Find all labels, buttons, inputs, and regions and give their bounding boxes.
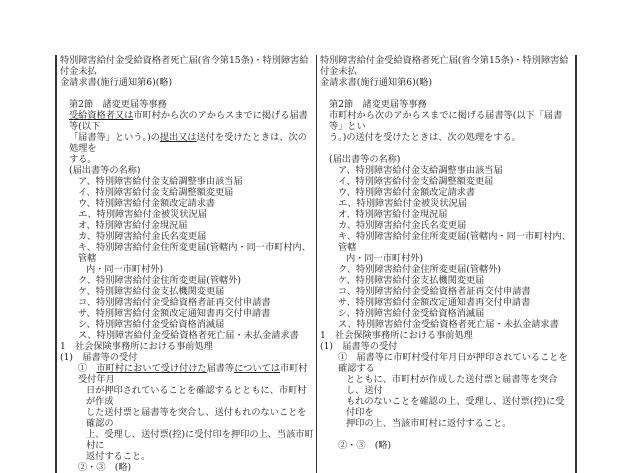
text-segment: 金請求書(施行通知第6)(略) (60, 77, 173, 88)
text-segment: (届出書等の名称) (69, 165, 141, 176)
text-segment: 第2節 諸変更届等事務 (69, 99, 167, 110)
text-line (319, 198, 573, 209)
text-segment: とともに、市町村が作成した送付票と届書等を突合し、送付 (346, 374, 558, 396)
text-segment: (1) 届書等の受付 (320, 341, 398, 352)
text-line (59, 132, 314, 154)
text-segment: 内・同一市町村外) (346, 253, 424, 264)
text-line (59, 165, 314, 176)
text-line (319, 209, 573, 220)
text-segment: ① (78, 363, 97, 374)
underlined-text: 提出又は (159, 132, 197, 143)
text-line (59, 55, 314, 77)
text-line (59, 88, 314, 99)
text-line (319, 88, 573, 99)
text-line (319, 132, 573, 143)
text-line (319, 264, 573, 275)
text-segment: コ、特別障害給付金受給資格者証再交付申請書 (338, 286, 531, 297)
text-segment: 市町村受付年月 (78, 363, 308, 385)
text-line (319, 99, 573, 110)
text-line (319, 374, 573, 396)
text-line (319, 253, 573, 264)
text-segment: 日が押印されていることを確認するとともに、市町村が作成 (86, 385, 307, 407)
text-line (59, 286, 314, 297)
text-line (59, 319, 314, 330)
text-line (319, 176, 573, 187)
text-line (319, 220, 573, 231)
text-line (59, 275, 314, 286)
text-line (319, 275, 573, 286)
text-segment: 押印の上、当該市町村に返付すること。 (346, 418, 512, 429)
text-segment: ②・③ (略) (78, 462, 132, 473)
text-line (59, 451, 314, 462)
text-segment: キ、特別障害給付金住所変更届(管轄内・同一市町村内、管轄 (338, 231, 571, 253)
text-segment: サ、特別障害給付金額改定通知書再交付申請書 (338, 297, 531, 308)
text-line (59, 77, 314, 88)
text-line (59, 264, 314, 275)
text-line (59, 154, 314, 165)
text-segment: した送付票と届書等を突合し、送付もれのないことを確認の (86, 407, 307, 429)
text-segment: 市町村から次のアからスまでに掲げる届書等(以下 (69, 110, 308, 132)
text-line (59, 363, 314, 385)
underlined-text: については (234, 363, 280, 374)
comparison-table (55, 55, 577, 473)
text-line (59, 242, 314, 264)
text-line (59, 352, 314, 363)
text-segment: 金請求書(施行通知第6)(略) (320, 77, 433, 88)
text-segment: 1 社会保険事務所における事前処理 (320, 330, 473, 341)
text-line (59, 308, 314, 319)
text-line (319, 165, 573, 176)
text-line (59, 110, 314, 132)
text-line (319, 55, 573, 77)
text-line (59, 429, 314, 451)
text-segment: 市町村から次のアからスまでに掲げる届書等(以下「届書等」とい (329, 110, 563, 132)
text-segment: う。)の送付を受けたときは、次の処理をする。 (329, 132, 521, 143)
text-line (319, 77, 573, 88)
text-line (59, 198, 314, 209)
text-segment: イ、特別障害給付金支給調整額変更届 (78, 187, 234, 198)
column-revised (57, 55, 316, 473)
text-segment: ウ、特別障害給付金額改定請求書 (338, 187, 476, 198)
text-segment: ス、特別障害給付金受給資格者死亡届・未払金請求書 (78, 330, 299, 341)
text-line (319, 187, 573, 198)
text-segment: カ、特別障害給付金氏名変更届 (78, 231, 207, 242)
text-segment: ク、特別障害給付金住所変更届(管轄外) (78, 275, 241, 286)
text-segment: ア、特別障害給付金支給調整事由該当届 (338, 165, 503, 176)
text-segment: もれのないことを確認の上、受理し、送付票(控)に受付印を (346, 396, 565, 418)
text-segment: シ、特別障害給付金受給資格消滅届 (338, 308, 485, 319)
text-segment: ②・③ (略) (338, 440, 392, 451)
text-segment: ス、特別障害給付金受給資格者死亡届・未払金請求書 (338, 319, 559, 330)
text-line (319, 352, 573, 374)
text-segment: カ、特別障害給付金氏名変更届 (338, 220, 467, 231)
text-line (59, 407, 314, 429)
text-segment: 「届書等」という。)の (69, 132, 160, 143)
text-line (59, 297, 314, 308)
text-segment: 返付すること。 (86, 451, 151, 462)
text-line (319, 341, 573, 352)
text-segment: キ、特別障害給付金住所変更届(管轄内・同一市町村内、管轄 (78, 242, 311, 264)
text-segment: エ、特別障害給付金被災状況届 (78, 209, 207, 220)
text-line (319, 154, 573, 165)
text-segment: ケ、特別障害給付金支払機関変更届 (78, 286, 225, 297)
text-segment: 届書等 (206, 363, 235, 374)
text-line (59, 176, 314, 187)
text-segment: シ、特別障害給付金受給資格消滅届 (78, 319, 225, 330)
text-line (319, 297, 573, 308)
text-line (319, 231, 573, 253)
column-current (316, 55, 575, 473)
text-segment: オ、特別障害給付金現況届 (338, 209, 448, 220)
text-segment: オ、特別障害給付金現況届 (78, 220, 188, 231)
text-line (319, 319, 573, 330)
text-segment: イ、特別障害給付金支給調整額変更届 (338, 176, 494, 187)
text-segment: ケ、特別障害給付金支払機関変更届 (338, 275, 485, 286)
text-segment: エ、特別障害給付金被災状況届 (338, 198, 467, 209)
text-segment: 内・同一市町村外) (86, 264, 164, 275)
text-line (59, 220, 314, 231)
text-segment: コ、特別障害給付金受給資格者証再交付申請書 (78, 297, 271, 308)
text-segment: する。 (69, 154, 97, 165)
text-line (319, 143, 573, 154)
text-line (319, 418, 573, 429)
text-line (59, 231, 314, 242)
text-line (319, 440, 573, 451)
text-segment: ク、特別障害給付金住所変更届(管轄外) (338, 264, 501, 275)
underlined-text: 受給資格者又は (69, 110, 134, 121)
underlined-text: 市町村において受け付けた (96, 363, 207, 374)
text-line (59, 341, 314, 352)
text-segment: (届出書等の名称) (329, 154, 401, 165)
text-line (319, 396, 573, 418)
text-line (319, 429, 573, 440)
text-segment: 送付を受けたときは、次の処理を (69, 132, 307, 154)
text-segment: ア、特別障害給付金支給調整事由該当届 (78, 176, 243, 187)
text-segment: 特別障害給付金受給資格者死亡届(省令第15条)・特別障害給付金未払 (320, 55, 569, 77)
text-line (59, 187, 314, 198)
text-segment: 上、受理し、送付票(控)に受付印を押印の上、当該市町村に (86, 429, 314, 451)
text-line (59, 209, 314, 220)
text-line (59, 385, 314, 407)
text-line (319, 110, 573, 132)
text-line (319, 308, 573, 319)
text-segment: ① 届書等に市町村受付年月日が押印されていることを確認する (338, 352, 568, 374)
text-segment: ウ、特別障害給付金額改定請求書 (78, 198, 216, 209)
text-segment: (1) 届書等の受付 (60, 352, 138, 363)
text-line (59, 330, 314, 341)
text-line (59, 99, 314, 110)
text-line (319, 330, 573, 341)
text-segment: 第2節 諸変更届等事務 (329, 99, 427, 110)
text-segment: 1 社会保険事務所における事前処理 (60, 341, 213, 352)
text-segment: サ、特別障害給付金額改定通知書再交付申請書 (78, 308, 271, 319)
text-line (59, 462, 314, 473)
text-line (319, 286, 573, 297)
text-segment: 特別障害給付金受給資格者死亡届(省令第15条)・特別障害給付金未払 (60, 55, 309, 77)
